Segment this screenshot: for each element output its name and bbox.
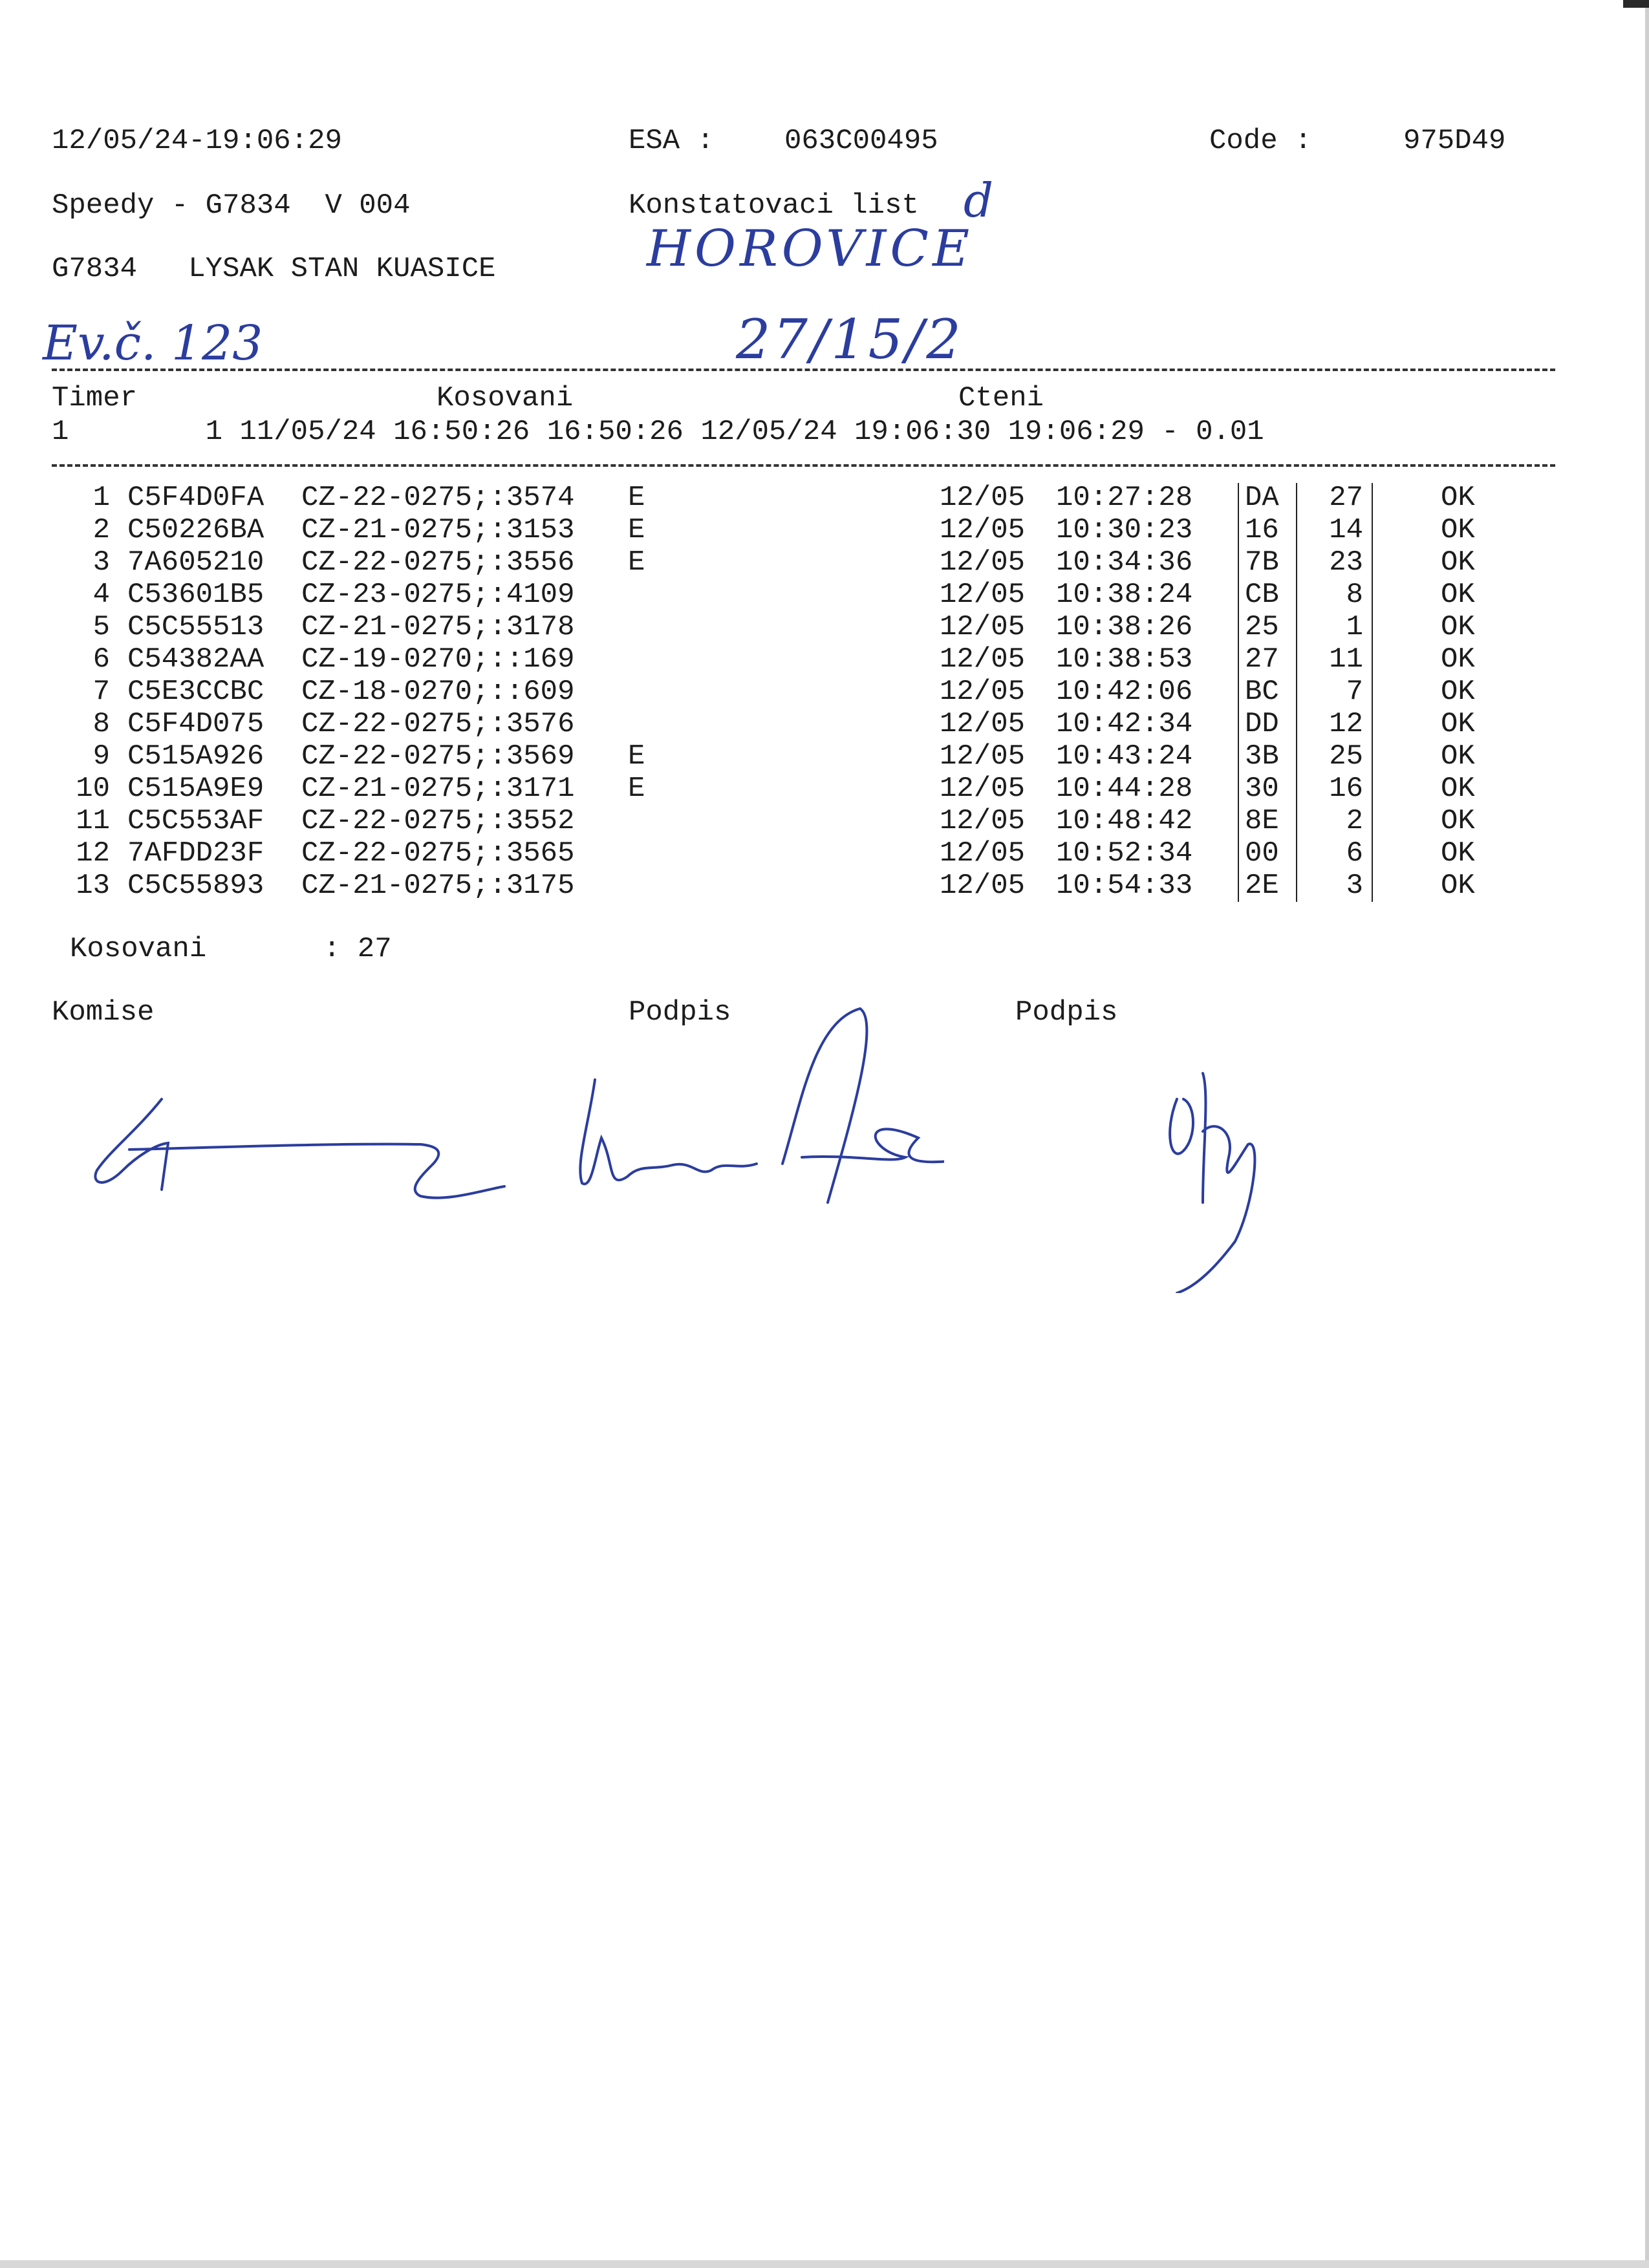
page-edge-bottom <box>0 2260 1649 2268</box>
flag: E <box>628 773 645 805</box>
separator-top <box>52 369 1555 371</box>
chip-id: 7A605210 <box>127 546 264 579</box>
esa-value: 063C00495 <box>784 125 938 157</box>
chip-id: C515A9E9 <box>127 773 264 805</box>
arrival-date: 12/05 <box>940 482 1026 514</box>
position: 14 <box>1329 514 1363 546</box>
chip-id: C53601B5 <box>127 579 264 611</box>
chip-id: C50226BA <box>127 514 264 546</box>
doc-title: Konstatovaci list <box>629 189 919 222</box>
status: OK <box>1441 740 1475 773</box>
chip-id: C5C55893 <box>127 870 264 902</box>
ring-number: CZ-21-0275;:3171 <box>301 773 575 805</box>
chip-id: C5F4D075 <box>127 708 264 740</box>
position: 7 <box>1346 676 1363 708</box>
arrival-date: 12/05 <box>940 643 1026 676</box>
arrival-date: 12/05 <box>940 773 1026 805</box>
row-number: 3 <box>92 546 110 579</box>
arrival-time: 10:52:34 <box>1056 837 1193 870</box>
timestamp: 12/05/24-19:06:29 <box>52 125 342 157</box>
code-cell: 30 <box>1245 773 1279 805</box>
esa-label: ESA : <box>629 125 715 157</box>
row-number: 12 <box>76 837 110 870</box>
table-row <box>0 805 1649 837</box>
ring-number: CZ-22-0275;:3552 <box>301 805 575 837</box>
cteni-header: Cteni <box>958 382 1044 414</box>
code-cell: 8E <box>1245 805 1279 837</box>
code-cell: 3B <box>1245 740 1279 773</box>
arrival-date: 12/05 <box>940 870 1026 902</box>
ring-number: CZ-22-0275;:3556 <box>301 546 575 579</box>
sign-label-1: Podpis <box>629 996 731 1029</box>
table-row <box>0 837 1649 870</box>
kosovani-header: Kosovani <box>436 382 574 414</box>
chip-id: C5C55513 <box>127 611 264 643</box>
position: 1 <box>1346 611 1363 643</box>
status: OK <box>1441 708 1475 740</box>
status: OK <box>1441 837 1475 870</box>
device-line: Speedy - G7834 V 004 <box>52 189 411 222</box>
arrival-date: 12/05 <box>940 514 1026 546</box>
arrival-time: 10:48:42 <box>1056 805 1193 837</box>
flag: E <box>628 514 645 546</box>
page-edge <box>1645 0 1649 2268</box>
arrival-date: 12/05 <box>940 708 1026 740</box>
code-cell: BC <box>1245 676 1279 708</box>
column-divider <box>1296 483 1297 902</box>
code-cell: 25 <box>1245 611 1279 643</box>
table-row <box>0 579 1649 611</box>
position: 25 <box>1329 740 1363 773</box>
row-number: 2 <box>92 514 110 546</box>
separator-bottom <box>52 464 1555 467</box>
status: OK <box>1441 579 1475 611</box>
code-cell: DA <box>1245 482 1279 514</box>
table-row <box>0 676 1649 708</box>
arrival-time: 10:42:34 <box>1056 708 1193 740</box>
column-divider <box>1372 483 1373 902</box>
position: 8 <box>1346 579 1363 611</box>
code-cell: 00 <box>1245 837 1279 870</box>
table-row <box>0 740 1649 773</box>
status: OK <box>1441 773 1475 805</box>
arrival-time: 10:27:28 <box>1056 482 1193 514</box>
summary-label: Kosovani <box>70 933 207 965</box>
ring-number: CZ-21-0275;:3178 <box>301 611 575 643</box>
position: 6 <box>1346 837 1363 870</box>
arrival-time: 10:44:28 <box>1056 773 1193 805</box>
position: 12 <box>1329 708 1363 740</box>
table-row <box>0 870 1649 902</box>
arrival-date: 12/05 <box>940 676 1026 708</box>
status: OK <box>1441 870 1475 902</box>
arrival-time: 10:38:24 <box>1056 579 1193 611</box>
code-label: Code : <box>1209 125 1312 157</box>
arrival-time: 10:38:53 <box>1056 643 1193 676</box>
handwritten-evidence-number: Ev.č. 123 <box>43 316 263 371</box>
code-cell: 27 <box>1245 643 1279 676</box>
ring-number: CZ-22-0275;:3574 <box>301 482 575 514</box>
arrival-date: 12/05 <box>940 611 1026 643</box>
handwritten-counts: 27/15/2 <box>736 308 964 371</box>
row-number: 13 <box>76 870 110 902</box>
position: 2 <box>1346 805 1363 837</box>
code-cell: DD <box>1245 708 1279 740</box>
position: 23 <box>1329 546 1363 579</box>
table-row <box>0 773 1649 805</box>
row-number: 6 <box>92 643 110 676</box>
flag: E <box>628 740 645 773</box>
table-row <box>0 514 1649 546</box>
row-number: 11 <box>76 805 110 837</box>
status: OK <box>1441 514 1475 546</box>
second-podpis-signature <box>1138 1034 1293 1293</box>
code-cell: 16 <box>1245 514 1279 546</box>
table-row <box>0 482 1649 514</box>
position: 11 <box>1329 643 1363 676</box>
chip-id: C5E3CCBC <box>127 676 264 708</box>
row-number: 9 <box>92 740 110 773</box>
ring-number: CZ-19-0270;::169 <box>301 643 575 676</box>
owner-line: G7834 LYSAK STAN KUASICE <box>52 253 496 285</box>
row-number: 4 <box>92 579 110 611</box>
arrival-time: 10:30:23 <box>1056 514 1193 546</box>
arrival-date: 12/05 <box>940 579 1026 611</box>
arrival-time: 10:42:06 <box>1056 676 1193 708</box>
arrival-time: 10:38:26 <box>1056 611 1193 643</box>
code-cell: 2E <box>1245 870 1279 902</box>
chip-id: C515A926 <box>127 740 264 773</box>
committee-label: Komise <box>52 996 155 1029</box>
ring-number: CZ-21-0275;:3175 <box>301 870 575 902</box>
chip-id: C54382AA <box>127 643 264 676</box>
arrival-time: 10:43:24 <box>1056 740 1193 773</box>
table-row <box>0 611 1649 643</box>
handwritten-place: HOROVICE <box>647 220 974 278</box>
code-cell: 7B <box>1245 546 1279 579</box>
table-row <box>0 643 1649 676</box>
position: 27 <box>1329 482 1363 514</box>
chip-id: C5C553AF <box>127 805 264 837</box>
row-number: 7 <box>92 676 110 708</box>
handwritten-title-mark: d <box>964 173 994 228</box>
arrival-date: 12/05 <box>940 546 1026 579</box>
row-number: 1 <box>92 482 110 514</box>
committee-signature <box>84 1073 524 1228</box>
corner-mark <box>1623 0 1649 8</box>
ring-number: CZ-22-0275;:3569 <box>301 740 575 773</box>
ring-number: CZ-22-0275;:3576 <box>301 708 575 740</box>
ring-number: CZ-22-0275;:3565 <box>301 837 575 870</box>
row-number: 10 <box>76 773 110 805</box>
table-row <box>0 546 1649 579</box>
status: OK <box>1441 805 1475 837</box>
status: OK <box>1441 482 1475 514</box>
flag: E <box>628 482 645 514</box>
first-podpis-signature <box>556 996 944 1228</box>
timer-header: Timer <box>52 382 138 414</box>
position: 3 <box>1346 870 1363 902</box>
position: 16 <box>1329 773 1363 805</box>
summary-value: : 27 <box>323 933 392 965</box>
status: OK <box>1441 676 1475 708</box>
arrival-time: 10:54:33 <box>1056 870 1193 902</box>
arrival-date: 12/05 <box>940 805 1026 837</box>
sign-label-2: Podpis <box>1015 996 1118 1029</box>
arrival-time: 10:34:36 <box>1056 546 1193 579</box>
timer-line: 1 1 11/05/24 16:50:26 16:50:26 12/05/24 19:06:30 19:06:29 - 0.01 <box>52 416 1264 448</box>
status: OK <box>1441 546 1475 579</box>
status: OK <box>1441 643 1475 676</box>
chip-id: 7AFDD23F <box>127 837 264 870</box>
column-divider <box>1238 483 1239 902</box>
arrival-date: 12/05 <box>940 837 1026 870</box>
ring-number: CZ-23-0275;:4109 <box>301 579 575 611</box>
code-cell: CB <box>1245 579 1279 611</box>
ring-number: CZ-18-0270;::609 <box>301 676 575 708</box>
status: OK <box>1441 611 1475 643</box>
flag: E <box>628 546 645 579</box>
row-number: 8 <box>92 708 110 740</box>
chip-id: C5F4D0FA <box>127 482 264 514</box>
row-number: 5 <box>92 611 110 643</box>
table-row <box>0 708 1649 740</box>
arrival-date: 12/05 <box>940 740 1026 773</box>
ring-number: CZ-21-0275;:3153 <box>301 514 575 546</box>
code-value: 975D49 <box>1403 125 1506 157</box>
